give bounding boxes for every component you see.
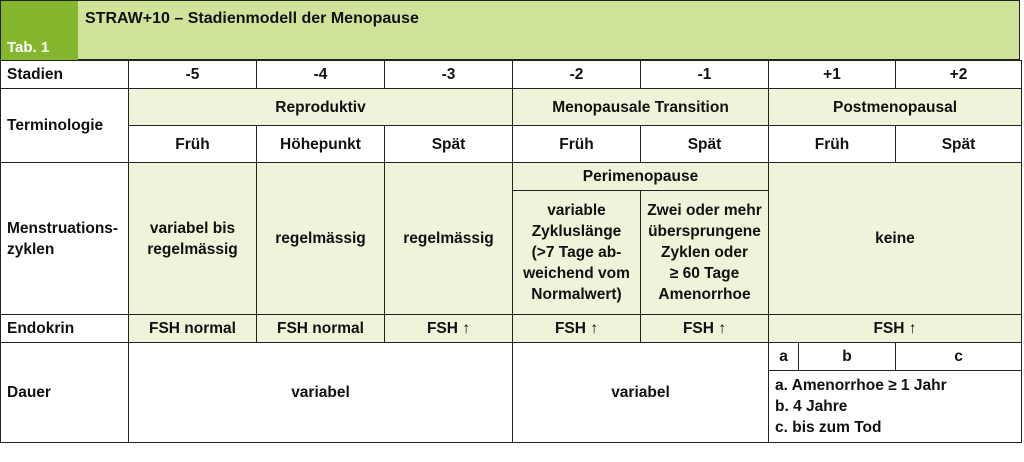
menstruation-label-line2: zyklen: [7, 240, 55, 258]
row-menstruation-top: [1, 163, 1022, 191]
tab-label: Tab. 1: [7, 39, 50, 56]
menstruation-cell-peak: regelmässig: [257, 163, 385, 315]
stadium-cell: +2: [896, 61, 1022, 89]
menstruation-text: übersprungene: [648, 223, 761, 240]
dauer-sub-b: b: [799, 343, 896, 371]
group-menopausale-transition: Menopausale Transition: [513, 89, 769, 126]
term-sub-cell: Spät: [385, 126, 513, 163]
endokrin-cell: FSH ↑: [769, 315, 1022, 343]
term-sub-cell: Spät: [641, 126, 769, 163]
term-sub-cell: Früh: [129, 126, 257, 163]
menstruation-text: variabel bis: [149, 219, 236, 237]
endokrin-cell: FSH normal: [129, 315, 257, 343]
menstruation-cell-transition-early: [513, 191, 641, 315]
group-postmenopausal: Postmenopausal: [769, 89, 1022, 126]
terminologie-label: Terminologie: [1, 89, 129, 163]
dauer-note: a. Amenorrhoe ≥ 1 Jahr: [775, 377, 947, 394]
row-endokrin: [1, 315, 1022, 343]
menstruation-text: variable: [547, 202, 606, 219]
menstruation-cell-post: keine: [769, 163, 1022, 315]
perimenopause-header: Perimenopause: [513, 163, 769, 191]
stadium-cell: -1: [641, 61, 769, 89]
row-dauer-top: [1, 343, 1022, 371]
term-sub-cell: Früh: [769, 126, 896, 163]
dauer-note: b. 4 Jahre: [775, 398, 848, 415]
menstruation-label-line1: Menstruations-: [7, 219, 119, 237]
dauer-sub-c: c: [896, 343, 1022, 371]
endokrin-cell: FSH ↑: [513, 315, 641, 343]
term-sub-cell: Spät: [896, 126, 1022, 163]
row-terminologie-groups: [1, 89, 1022, 126]
row-terminologie-sub: [1, 126, 1022, 163]
dauer-label: Dauer: [1, 343, 129, 443]
menstruation-text: Zykluslänge: [531, 223, 622, 240]
menstruation-cell-late: regelmässig: [385, 163, 513, 315]
menstruation-text: regelmässig: [147, 240, 238, 258]
table-title: STRAW+10 – Stadienmodell der Menopause: [85, 10, 419, 27]
menstruation-text: Zyklen oder: [661, 244, 748, 261]
stadium-cell: +1: [769, 61, 896, 89]
menstruation-text: weichend vom: [523, 265, 630, 282]
endokrin-cell: FSH ↑: [385, 315, 513, 343]
dauer-note: c. bis zum Tod: [775, 419, 882, 436]
menstruation-text: Zwei oder mehr: [647, 202, 762, 219]
endokrin-label: Endokrin: [1, 315, 129, 343]
stadium-cell: -3: [385, 61, 513, 89]
menstruation-text: (>7 Tage ab-: [531, 244, 622, 261]
dauer-reproductive: variabel: [129, 343, 513, 443]
menstruation-label: [1, 163, 129, 315]
endokrin-cell: FSH ↑: [641, 315, 769, 343]
menstruation-text: Amenorrhoe: [658, 286, 751, 303]
menstruation-text: ≥ 60 Tage: [669, 265, 740, 282]
menstruation-cell-early: [129, 163, 257, 315]
stadium-cell: -4: [257, 61, 385, 89]
dauer-notes: [769, 371, 1022, 443]
endokrin-cell: FSH normal: [257, 315, 385, 343]
menstruation-cell-transition-late: [641, 191, 769, 315]
dauer-transition: variabel: [513, 343, 769, 443]
term-sub-cell: Früh: [513, 126, 641, 163]
stadium-cell: -2: [513, 61, 641, 89]
menstruation-text: Normalwert): [531, 286, 622, 303]
row-stadien: [1, 61, 1022, 89]
stadien-label: Stadien: [1, 61, 129, 89]
dauer-sub-a: a: [769, 343, 799, 371]
table-header: [0, 0, 1020, 60]
tab-label-box: [1, 1, 78, 61]
group-reproduktiv: Reproduktiv: [129, 89, 513, 126]
stadium-cell: -5: [129, 61, 257, 89]
straw-table: [0, 60, 1022, 443]
term-sub-cell: Höhepunkt: [257, 126, 385, 163]
